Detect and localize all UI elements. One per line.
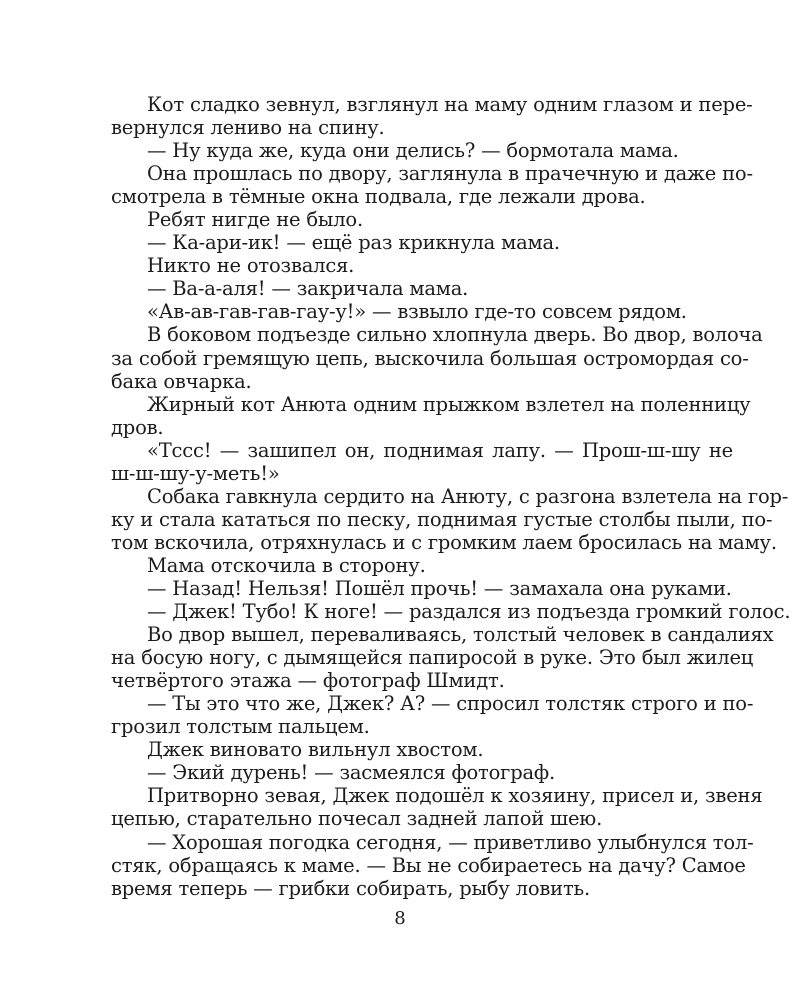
- text-line: — Джек! Тубо! К ноге! — раздался из подъезда громкий голос.: [147, 600, 791, 624]
- text-line: Она прошлась по двору, заглянула в прачечную и даже по-: [147, 162, 753, 186]
- text-line: четвёртого этажа — фотограф Шмидт.: [111, 669, 505, 693]
- text-line: бака овчарка.: [111, 369, 252, 393]
- text-line: время теперь — грибки собирать, рыбу ловить.: [111, 876, 590, 900]
- text-line: цепью, старательно почесал задней лапой шею.: [111, 807, 603, 831]
- text-line: ш-ш-шу-у-меть!»: [111, 461, 280, 485]
- text-line: грозил толстым пальцем.: [111, 715, 370, 739]
- text-line: — Назад! Нельзя! Пошёл прочь! — замахала она руками.: [147, 576, 732, 600]
- text-line: Во двор вышел, переваливаясь, толстый человек в сандалиях: [147, 623, 774, 647]
- text-line: том вскочила, отряхнулась и с громким лаем бросилась на маму.: [111, 530, 777, 554]
- text-line: — Ну куда же, куда они делись? — бормотала мама.: [147, 139, 679, 163]
- text-line: дров.: [111, 415, 164, 439]
- text-line: — Ты это что же, Джек? А? — спросил толстяк строго и по-: [147, 692, 754, 716]
- text-line: В боковом подъезде сильно хлопнула дверь. Во двор, волоча: [147, 323, 763, 347]
- page-text: [111, 93, 791, 900]
- text-line: — Ва-а-аля! — закричала мама.: [147, 277, 469, 301]
- text-line: стяк, обращаясь к маме. — Вы не собираетесь на дачу? Самое: [111, 853, 746, 877]
- text-line: ку и стала кататься по песку, поднимая густые столбы пыли, по-: [111, 507, 773, 531]
- text-line: Джек виновато вильнул хвостом.: [147, 738, 484, 762]
- text-line: «Ав-ав-гав-гав-гау-у!» — взвыло где-то совсем рядом.: [147, 300, 687, 324]
- text-line: Собака гавкнула сердито на Анюту, с разгона взлетела на гор-: [147, 484, 789, 508]
- page-number: 8: [394, 908, 406, 929]
- text-line: Жирный кот Анюта одним прыжком взлетел на поленницу: [147, 392, 751, 416]
- text-line: Ребят нигде не было.: [147, 208, 363, 232]
- text-line: — Экий дурень! — засмеялся фотограф.: [147, 761, 555, 785]
- text-line: за собой гремящую цепь, выскочила большая остромордая со-: [111, 346, 749, 370]
- text-line: Мама отскочила в сторону.: [147, 553, 426, 577]
- text-line: Никто не отозвался.: [147, 254, 355, 278]
- text-line: «Тссс! — зашипел он, поднимая лапу. — Прош-ш-шу не: [147, 438, 733, 462]
- text-line: на босую ногу, с дымящейся папиросой в руке. Это был жилец: [111, 646, 754, 670]
- text-line: смотрела в тёмные окна подвала, где лежали дрова.: [111, 185, 646, 209]
- text-line: вернулся лениво на спину.: [111, 116, 385, 140]
- text-line: Притворно зевая, Джек подошёл к хозяину, присел и, звеня: [147, 784, 763, 808]
- text-line: — Хорошая погодка сегодня, — приветливо улыбнулся тол-: [147, 830, 754, 854]
- text-line: Кот сладко зевнул, взглянул на маму одним глазом и пере-: [147, 93, 753, 116]
- text-line: — Ка-ари-ик! — ещё раз крикнула мама.: [147, 231, 560, 255]
